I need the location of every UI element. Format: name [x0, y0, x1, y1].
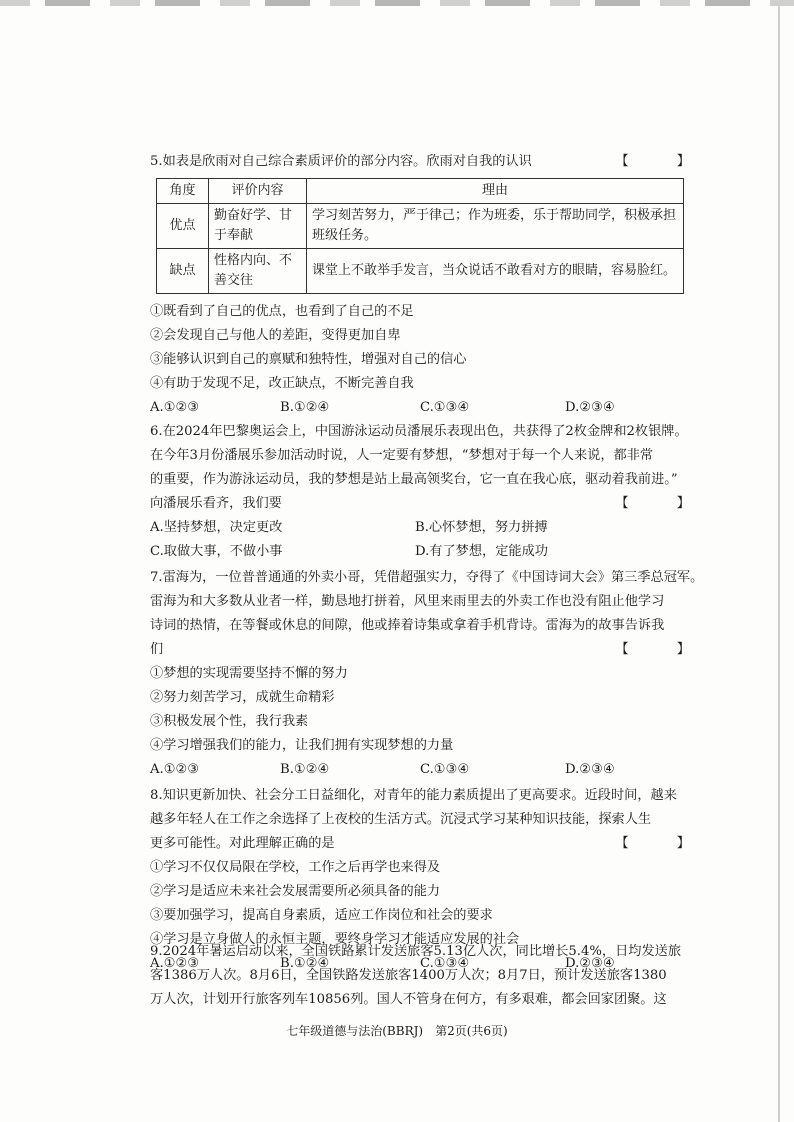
- question-5-choices: [150, 396, 615, 420]
- table-header-cell: 角度: [157, 179, 209, 204]
- question-8-stem-last: [150, 832, 712, 856]
- option-statement: ③要加强学习，提高自身素质，适应工作岗位和社会的要求: [150, 908, 493, 923]
- table-cell: 性格内向、不善交往: [209, 249, 307, 294]
- question-6-stem-line: 在今年3月份潘展乐参加活动时说，人一定要有梦想，“梦想对于每一个人来说，都非常: [150, 448, 654, 463]
- choice-d: D.②③④: [565, 400, 615, 415]
- question-6-choices-row2: [150, 540, 690, 564]
- table-header-row: [157, 179, 684, 204]
- answer-bracket: 【 】: [615, 836, 712, 851]
- question-8-stem-line: 越多年轻人在工作之余选择了上夜校的生活方式。沉浸式学习某种知识技能，探索人生: [150, 812, 652, 827]
- question-8-stem-line: 8.知识更新加快、社会分工日益细化，对青年的能力素质提出了更高要求。近段时间，越来: [150, 788, 677, 803]
- question-7-stem-line: 诗词的热情，在等餐或休息的间隙，他或捧着诗集或拿着手机背诗。雷海为的故事告诉我: [150, 618, 665, 633]
- choice-d: D.②③④: [565, 762, 615, 777]
- question-6-stem-line: 的重要，作为游泳运动员，我的梦想是站上最高领奖台，它一直在我心底，驱动着我前进。”: [150, 472, 678, 487]
- scan-top-edge: [0, 0, 794, 6]
- table-row: [157, 249, 684, 294]
- question-7-stem-last: [150, 638, 712, 662]
- question-5-options: [150, 300, 615, 420]
- question-9-stem-line: 万人次，计划开行旅客列车10856列。国人不管身在何方，有多艰难，都会回家团聚。这: [150, 992, 667, 1007]
- question-7-stem-line: 雷海为和大多数从业者一样，勤恳地打拼着，风里来雨里去的外卖工作也没有阻止他学习: [150, 594, 665, 609]
- choice-b: B.①②④: [280, 762, 330, 777]
- scan-right-edge: [778, 0, 780, 1122]
- answer-bracket: 【 】: [615, 642, 712, 657]
- choice-c: C.①③④: [420, 400, 470, 415]
- answer-bracket: 【 】: [615, 154, 712, 169]
- question-6-stem-last: [150, 492, 712, 516]
- question-9: [150, 940, 690, 1012]
- option-statement: ③能够认识到自己的禀赋和独特性，增强对自己的信心: [150, 352, 467, 367]
- table-header-cell: 评价内容: [209, 179, 307, 204]
- option-statement: ①学习不仅仅局限在学校，工作之后再学也来得及: [150, 860, 441, 875]
- question-9-stem-line: 客1386万人次。8月6日，全国铁路发送旅客1400万人次；8月7日，预计发送旅客1380: [150, 968, 667, 983]
- answer-bracket: 【 】: [615, 496, 712, 511]
- question-9-stem-line: 9.2024年暑运启动以来，全国铁路累计发送旅客5.13亿人次，同比增长5.4%，日均发送旅: [150, 944, 682, 959]
- choice-a: A.①②③: [150, 762, 200, 777]
- option-statement: ②会发现自己与他人的差距，变得更加自卑: [150, 328, 401, 343]
- choice-c: C.取做大事，不做小事: [150, 544, 283, 559]
- choice-d: D.②③④: [565, 956, 615, 971]
- choice-d: D.有了梦想，定能成功: [415, 544, 548, 559]
- question-7: [150, 566, 712, 782]
- table-cell: 勤奋好学、甘于奉献: [209, 204, 307, 249]
- evaluation-table: [156, 178, 684, 294]
- question-6-stem-text: 向潘展乐看齐，我们要: [150, 496, 282, 511]
- choice-b: B.心怀梦想，努力拼搏: [415, 520, 548, 535]
- choice-a: A.坚持梦想，决定更改: [150, 520, 283, 535]
- table-cell: 学习刻苦努力，严于律己；作为班委，乐于帮助同学，积极承担班级任务。: [307, 204, 684, 249]
- option-statement: ②努力刻苦学习，成就生命精彩: [150, 690, 335, 705]
- question-6-choices-row1: [150, 516, 690, 540]
- table-cell: 课堂上不敢举手发言，当众说话不敢看对方的眼睛，容易脸红。: [307, 249, 684, 294]
- table-cell: 优点: [157, 204, 209, 249]
- table-cell: 缺点: [157, 249, 209, 294]
- question-7-choices: [150, 758, 690, 782]
- option-statement: ④有助于发现不足，改正缺点，不断完善自我: [150, 376, 414, 391]
- option-statement: ④学习是立身做人的永恒主题，要终身学习才能适应发展的社会: [150, 932, 520, 947]
- table-header-cell: 理由: [307, 179, 684, 204]
- choice-c: C.①③④: [420, 762, 470, 777]
- option-statement: ③积极发展个性，我行我素: [150, 714, 309, 729]
- option-statement: ②学习是适应未来社会发展需要所必须具备的能力: [150, 884, 441, 899]
- table-row: [157, 204, 684, 249]
- page-footer: 七年级道德与法治(BBRJ) 第2页(共6页): [286, 1024, 508, 1038]
- option-statement: ①既看到了自己的优点，也看到了自己的不足: [150, 304, 414, 319]
- question-7-stem-text: 们: [150, 642, 164, 657]
- question-7-stem-line: 7.雷海为，一位普普通通的外卖小哥，凭借超强实力，夺得了《中国诗词大会》第三季总冠军。: [150, 570, 704, 585]
- choice-a: A.①②③: [150, 956, 200, 971]
- question-5: [150, 150, 712, 174]
- option-statement: ①梦想的实现需要坚持不懈的努力: [150, 666, 348, 681]
- choice-b: B.①②④: [280, 400, 330, 415]
- choice-c: C.①③④: [420, 956, 470, 971]
- question-8-stem-text: 更多可能性。对此理解正确的是: [150, 836, 335, 851]
- question-5-stem-text: 5.如表是欣雨对自己综合素质评价的部分内容。欣雨对自我的认识: [150, 154, 532, 169]
- question-5-stem: [150, 150, 712, 174]
- choice-b: B.①②④: [280, 956, 330, 971]
- question-6: [150, 420, 712, 564]
- question-6-stem-line: 6.在2024年巴黎奥运会上，中国游泳运动员潘展乐表现出色，共获得了2枚金牌和2枚银牌。: [150, 424, 688, 439]
- option-statement: ④学习增强我们的能力，让我们拥有实现梦想的力量: [150, 738, 454, 753]
- choice-a: A.①②③: [150, 400, 200, 415]
